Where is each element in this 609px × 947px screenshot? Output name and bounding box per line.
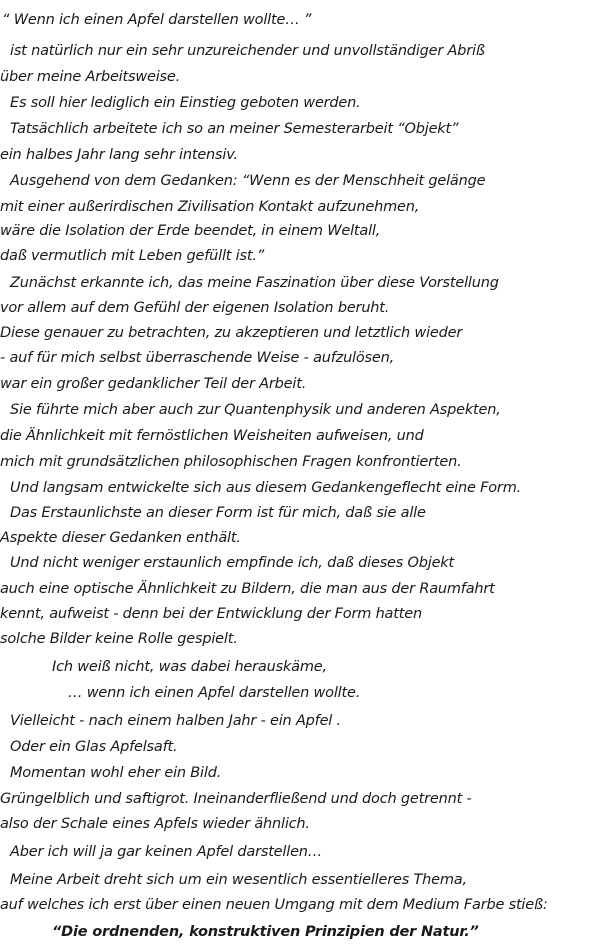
text-line: solche Bilder keine Rolle gespielt. (0, 631, 238, 647)
text-line: mich mit grundsätzlichen philosophischen Fragen konfrontierten. (0, 454, 462, 470)
text-line: Tatsächlich arbeitete ich so an meiner Semesterarbeit “Objekt” (10, 121, 459, 137)
text-line: also der Schale eines Apfels wieder ähnlich. (0, 816, 310, 832)
text-line: war ein großer gedanklicher Teil der Arbeit. (0, 376, 307, 392)
text-line: über meine Arbeitsweise. (0, 69, 181, 85)
text-line: mit einer außerirdischen Zivilisation Kontakt aufzunehmen, (0, 199, 420, 215)
text-line: Aber ich will ja gar keinen Apfel darstellen… (10, 844, 323, 860)
text-line: die Ähnlichkeit mit fernöstlichen Weisheiten aufweisen, und (0, 428, 424, 444)
text-line: vor allem auf dem Gefühl der eigenen Isolation beruht. (0, 300, 390, 316)
text-line: Ausgehend von dem Gedanken: “Wenn es der Menschheit gelänge (10, 173, 486, 189)
text-line: Aspekte dieser Gedanken enthält. (0, 530, 241, 546)
text-line: auf welches ich erst über einen neuen Umgang mit dem Medium Farbe stieß: (0, 897, 548, 913)
text-line: ein halbes Jahr lang sehr intensiv. (0, 147, 238, 163)
text-line: kennt, aufweist - denn bei der Entwicklung der Form hatten (0, 606, 422, 622)
text-line-indented: … wenn ich einen Apfel darstellen wollte. (68, 685, 361, 701)
text-line: - auf für mich selbst überraschende Weise - aufzulösen, (0, 350, 395, 366)
text-line: Und langsam entwickelte sich aus diesem Gedankengeflecht eine Form. (10, 480, 522, 496)
text-line: Grüngelblich und saftigrot. Ineinanderfließend und doch getrennt - (0, 791, 472, 807)
text-line: Vielleicht - nach einem halben Jahr - ein Apfel . (10, 713, 341, 729)
text-line: Momentan wohl eher ein Bild. (10, 765, 222, 781)
text-line: Zunächst erkannte ich, das meine Faszination über diese Vorstellung (10, 275, 499, 291)
text-line: auch eine optische Ähnlichkeit zu Bildern, die man aus der Raumfahrt (0, 581, 495, 597)
text-line: ist natürlich nur ein sehr unzureichender und unvollständiger Abriß (10, 43, 485, 59)
closing-quote: “Die ordnenden, konstruktiven Prinzipien der Natur.” (52, 924, 479, 940)
text-line: Diese genauer zu betrachten, zu akzeptieren und letztlich wieder (0, 325, 463, 341)
text-line: Und nicht weniger erstaunlich empfinde ich, daß dieses Objekt (10, 555, 454, 571)
text-line: wäre die Isolation der Erde beendet, in einem Weltall, (0, 223, 381, 239)
text-line: Das Erstaunlichste an dieser Form ist für mich, daß sie alle (10, 505, 426, 521)
text-line: Sie führte mich aber auch zur Quantenphysik und anderen Aspekten, (10, 402, 501, 418)
text-line: Meine Arbeit dreht sich um ein wesentlich essentielleres Thema, (10, 872, 467, 888)
text-line: daß vermutlich mit Leben gefüllt ist.” (0, 248, 265, 264)
text-line: Es soll hier lediglich ein Einstieg geboten werden. (10, 95, 361, 111)
document-title: “ Wenn ich einen Apfel darstellen wollte… ” (2, 12, 312, 28)
text-line: Oder ein Glas Apfelsaft. (10, 739, 178, 755)
text-line-indented: Ich weiß nicht, was dabei herauskäme, (52, 659, 327, 675)
